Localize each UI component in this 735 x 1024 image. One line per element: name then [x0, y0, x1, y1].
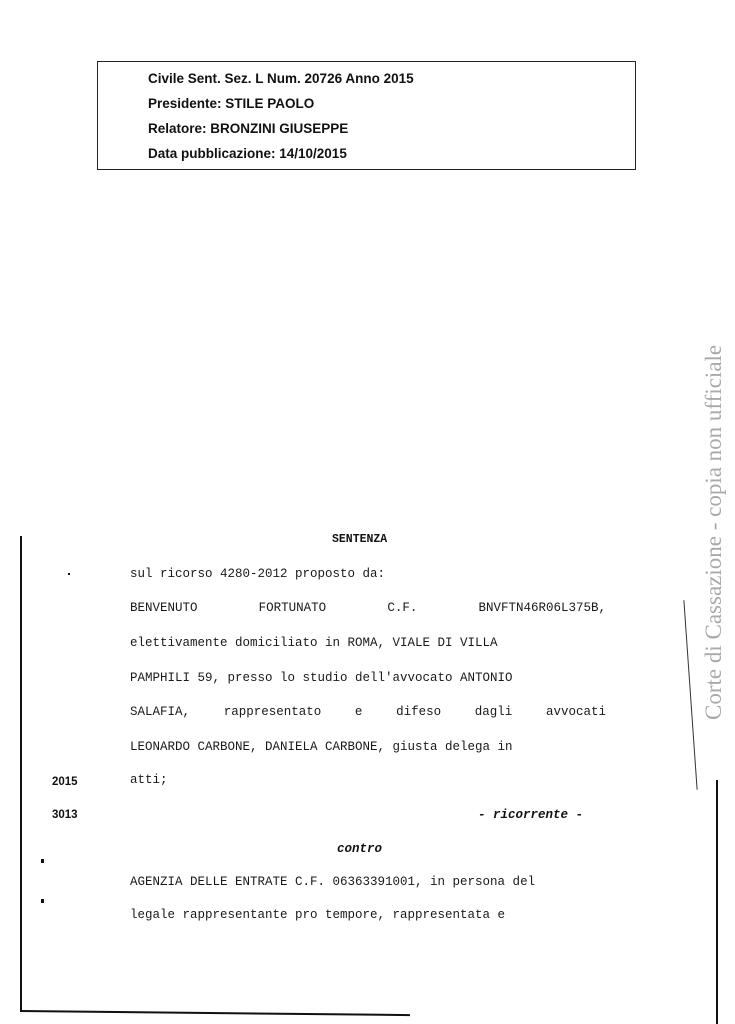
- margin-number: 3013: [52, 809, 78, 821]
- body-line-3: elettivamente domiciliato in ROMA, VIALE DI VILLA: [130, 636, 498, 650]
- body-line-1: sul ricorso 4280-2012 proposto da:: [130, 567, 386, 581]
- scan-right-edge-line: [716, 780, 718, 1024]
- body-word: dagli: [474, 705, 513, 719]
- body-line-9: legale rappresentante pro tempore, rappresentata e: [130, 908, 506, 922]
- scan-dot: [41, 899, 44, 903]
- body-word: C.F.: [387, 601, 418, 615]
- body-word: e: [354, 705, 363, 719]
- body-word: rappresentato: [223, 705, 322, 719]
- body-word: SALAFIA,: [130, 705, 191, 719]
- header-sentence-info: Civile Sent. Sez. L Num. 20726 Anno 2015: [148, 71, 414, 86]
- scan-left-edge-line: [20, 536, 22, 1010]
- body-word: FORTUNATO: [258, 601, 327, 615]
- body-line-6: LEONARDO CARBONE, DANIELA CARBONE, giusta delega in: [130, 740, 513, 754]
- contro-label: contro: [337, 842, 383, 856]
- body-line-5: [130, 705, 606, 719]
- scan-dot: [41, 859, 44, 863]
- scan-dot: [68, 573, 70, 575]
- party-role-ricorrente: - ricorrente -: [478, 808, 584, 822]
- body-line-4: PAMPHILI 59, presso lo studio dell'avvocato ANTONIO: [130, 671, 513, 685]
- body-line-8: AGENZIA DELLE ENTRATE C.F. 06363391001, in persona del: [130, 875, 536, 889]
- scan-bottom-edge-line: [20, 1010, 410, 1016]
- body-line-2: [130, 601, 606, 615]
- header-president: Presidente: STILE PAOLO: [148, 96, 315, 111]
- header-publication-date: Data pubblicazione: 14/10/2015: [148, 146, 347, 161]
- body-word: BNVFTN46R06L375B,: [478, 601, 606, 615]
- body-word: avvocati: [545, 705, 606, 719]
- header-rapporteur: Relatore: BRONZINI GIUSEPPE: [148, 121, 349, 136]
- document-title: SENTENZA: [332, 533, 388, 546]
- margin-year: 2015: [52, 776, 78, 788]
- body-word: difeso: [396, 705, 442, 719]
- watermark-text: Corte di Cassazione - copia non ufficiale: [701, 344, 726, 720]
- body-word: BENVENUTO: [130, 601, 198, 615]
- body-line-7: atti;: [130, 773, 168, 787]
- document-header-box: [97, 61, 636, 170]
